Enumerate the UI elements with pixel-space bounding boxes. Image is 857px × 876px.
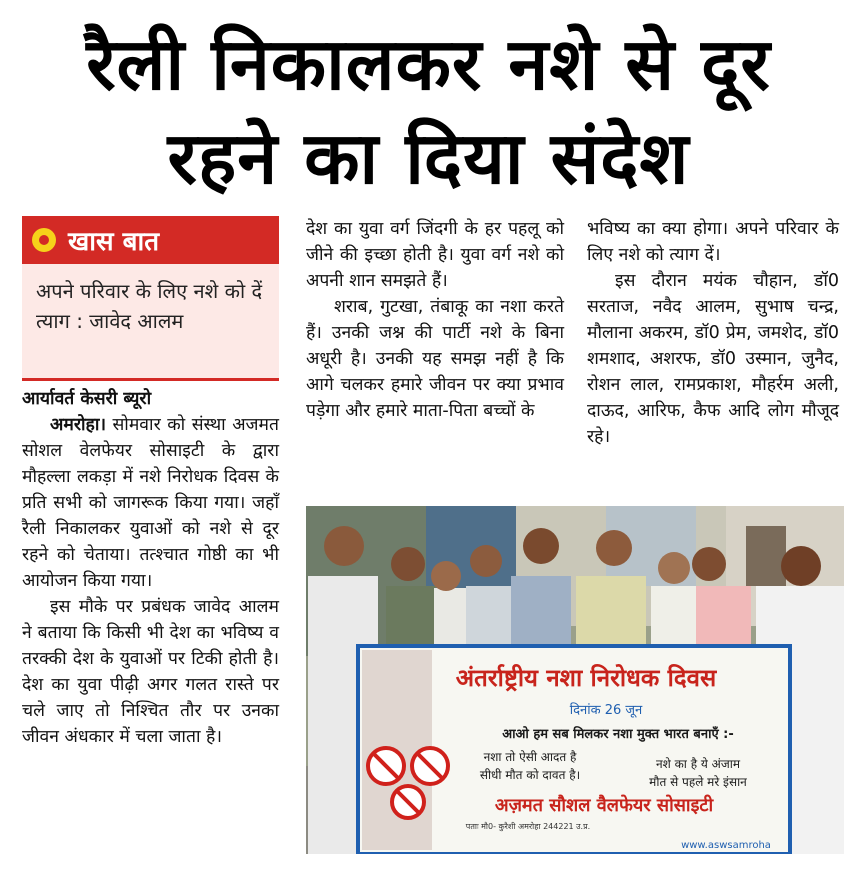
highlight-header <box>22 216 279 264</box>
banner-right-line-1: नशे का है ये अंजाम <box>655 757 741 771</box>
byline: आर्यावर्त केसरी ब्यूरो <box>22 389 152 409</box>
paragraph-5: भविष्य का क्या होगा। अपने परिवार के लिए नशे को त्याग दें। <box>587 219 839 265</box>
banner-address: पताः मौ0- कुरैशी अमरोहा 244221 उ.प्र. <box>465 822 591 831</box>
paragraph-6: इस दौरान मयंक चौहान, डॉ0 सरताज, नवैद आलम, सुभाष चन्द्र, मौलाना अकरम, डॉ0 प्रेम, जमशेद, डॉ0 शमशाद, अशरफ, डॉ0 उस्मान, जुनैद, रोशन लाल, रामप्रकाश, मौहर्रम अली, दाऊद, आरिफ, कैफ आदि लोग मौजूद रहे। <box>587 271 839 447</box>
banner-title: अंतर्राष्ट्रीय नशा निरोधक दिवस <box>455 664 717 692</box>
paragraph-2: इस मौके पर प्रबंधक जावेद आलम ने बताया कि किसी भी देश का भविष्य व तरक्की देश के युवाओं पर टिकी होती है। देश का युवा पीढ़ी अगर गलत रास्ते पर चले जाए तो निश्चित तौर पर उनका जीवन अंधकार में चला जाता है। <box>22 597 279 747</box>
article-column-3 <box>587 216 839 450</box>
paragraph-4: शराब, गुटखा, तंबाकू का नशा करते हैं। उनकी जश्न की पार्टी नशे के बिना अधूरी है। उनकी यह समझ नहीं है कि आगे चलकर हमारे जीवन पर क्या प्रभाव पड़ेगा और हमारे माता-पिता बच्चों के <box>306 297 564 421</box>
banner-website: www.aswsamroha <box>681 840 771 851</box>
article-column-2 <box>306 216 564 424</box>
banner-left-line-1: नशा तो ऐसी आदत है <box>483 750 577 764</box>
article-column-1 <box>22 386 279 750</box>
banner-org: अज़मत सौशल वैलफेयर सोसाइटी <box>494 795 714 816</box>
banner-left-line-2: सीधी मौत को दावत है। <box>479 768 581 782</box>
rally-photo <box>306 506 844 854</box>
headline-line-2: रहने का दिया संदेश <box>167 116 690 200</box>
highlight-title: खास बात <box>68 227 160 257</box>
dateline: अमरोहा। <box>50 415 106 435</box>
paragraph-1 <box>22 412 279 594</box>
target-icon <box>32 228 56 252</box>
paragraph-1-text: सोमवार को संस्था अजमत सोशल वेलफेयर सोसाइटी के द्वारा मौहल्ला लकड़ा में नशे निरोधक दिवस के प्रति सभी को जागरूक किया गया। जहाँ रैली निकालकर युवाओं को नशे से दूर रहने को चेताया। तत्श्चात गोष्ठी का भी आयोजन किया गया। <box>22 415 279 591</box>
banner-slogan: आओ हम सब मिलकर नशा मुक्त भारत बनाएँ :- <box>502 727 734 742</box>
banner-date: दिनांक 26 जून <box>569 703 643 718</box>
banner-right-line-2: मौत से पहले मरे इंसान <box>649 775 747 789</box>
highlight-box <box>22 264 279 381</box>
banner <box>358 646 790 854</box>
headline-line-1: रैली निकालकर नशे से दूर <box>86 22 771 106</box>
paragraph-3: देश का युवा वर्ग जिंदगी के हर पहलू को जीने की इच्छा होती है। युवा वर्ग नशे को अपनी शान समझते हैं। <box>306 219 564 291</box>
highlight-text: अपने परिवार के लिए नशे को दें त्याग : जावेद आलम <box>36 279 263 333</box>
rally-photo-graphic <box>306 506 844 854</box>
